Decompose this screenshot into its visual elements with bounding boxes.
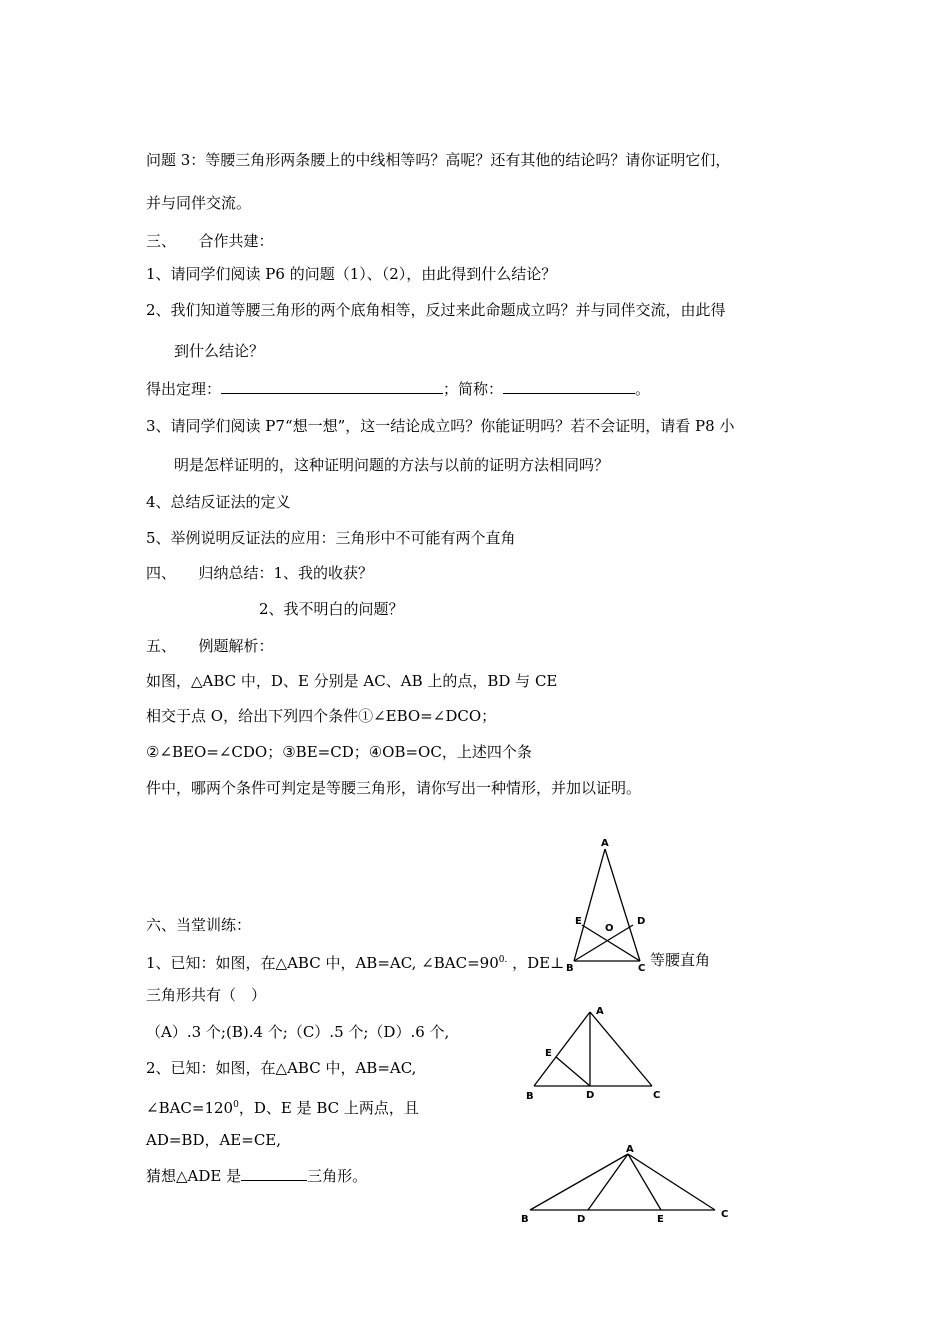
- degree-superscript: 0.: [498, 955, 508, 965]
- label-b: B: [526, 1091, 534, 1102]
- example-line-1: 如图，△ABC 中，D、E 分别是 AC、AB 上的点，BD 与 CE: [146, 672, 558, 690]
- section-6-heading: 六、当堂训练：: [146, 916, 252, 934]
- figure-triangle-abc-o: [560, 835, 670, 975]
- label-d: D: [577, 1214, 586, 1225]
- example-line-4: 件中，哪两个条件可判定是等腰三角形，请你写出一种情形，并加以证明。: [146, 779, 642, 797]
- training-2-line-4: [146, 1166, 367, 1186]
- segment-ad: [588, 1154, 628, 1210]
- side-ab: [534, 1012, 590, 1086]
- training-1-line-2: 三角形共有（ ）: [146, 986, 267, 1004]
- item-3-line-2: 明是怎样证明的，这种证明问题的方法与以前的证明方法相同吗？: [174, 456, 610, 474]
- training-1-tail: 等腰直角: [650, 951, 711, 969]
- label-d: D: [637, 916, 646, 927]
- degree-superscript-2: 0: [233, 1100, 239, 1110]
- item-2-line-2: 到什么结论？: [174, 342, 265, 360]
- item-1: 1、请同学们阅读 P6 的问题（1）、（2），由此得到什么结论？: [146, 265, 557, 283]
- label-c: C: [638, 963, 646, 974]
- item-5: 5、举例说明反证法的应用：三角形中不可能有两个直角: [146, 529, 516, 547]
- label-b: B: [521, 1214, 529, 1225]
- theorem-end: 。: [635, 380, 651, 398]
- label-e: E: [657, 1214, 664, 1225]
- training-1-text: 1、已知：如图，在△ABC 中，AB=AC, ∠BAC=90: [146, 954, 499, 972]
- training-2-line-2: [146, 1095, 419, 1118]
- theorem-blank[interactable]: [221, 379, 443, 394]
- section-3-heading: 三、 合作共建：: [146, 232, 274, 250]
- theorem-abbrev-label: ；简称：: [443, 380, 504, 398]
- training-1-text-b: ，DE⊥: [507, 954, 565, 972]
- label-e: E: [545, 1048, 552, 1059]
- label-e: E: [575, 916, 582, 927]
- figure-obtuse-isosceles: [515, 1140, 745, 1230]
- item-3-line-1: 3、请同学们阅读 P7“想一想”，这一结论成立吗？你能证明吗？若不会证明，请看 P8 小: [146, 417, 735, 435]
- label-d: D: [586, 1090, 595, 1101]
- training-2-line-1: 2、已知：如图，在△ABC 中，AB=AC,: [146, 1059, 417, 1077]
- question-3-line-2: 并与同伴交流。: [146, 194, 252, 212]
- training-1-line-1: [146, 950, 564, 973]
- training-1-options: （A）.3 个;(B).4 个;（C）.5 个;（D）.6 个,: [146, 1023, 450, 1041]
- example-line-2: 相交于点 O，给出下列四个条件①∠EBO=∠DCO；: [146, 707, 497, 725]
- label-b: B: [566, 963, 574, 974]
- training-2-line-3: AD=BD，AE=CE,: [146, 1131, 282, 1149]
- points-text: ，D、E 是 BC 上两点，且: [238, 1099, 419, 1117]
- label-c: C: [721, 1209, 729, 1220]
- segment-de: [556, 1057, 590, 1086]
- item-2-line-1: 2、我们知道等腰三角形的两个底角相等，反过来此命题成立吗？并与同伴交流，由此得: [146, 301, 726, 319]
- side-ac: [605, 849, 640, 961]
- side-ac: [590, 1012, 652, 1086]
- label-a: A: [601, 838, 609, 849]
- example-line-3: ②∠BEO=∠CDO；③BE=CD；④OB=OC，上述四个条: [146, 743, 532, 761]
- theorem-prefix: 得出定理：: [146, 380, 222, 398]
- theorem-line: [146, 379, 650, 399]
- item-4: 4、总结反证法的定义: [146, 493, 291, 511]
- abbrev-blank[interactable]: [503, 379, 635, 394]
- section-4-item-2: 2、我不明白的问题？: [259, 600, 404, 618]
- answer-blank[interactable]: [241, 1166, 307, 1181]
- label-a: A: [626, 1144, 634, 1155]
- triangle-text: 三角形。: [307, 1167, 368, 1185]
- question-3-line-1: 问题 3：等腰三角形两条腰上的中线相等吗？高呢？还有其他的结论吗？请你证明它们，: [146, 151, 731, 169]
- side-ab: [530, 1154, 628, 1210]
- figure-right-isosceles: [520, 1000, 670, 1105]
- side-ac: [628, 1154, 715, 1210]
- angle-text: ∠BAC=120: [146, 1099, 234, 1117]
- label-o: O: [605, 923, 614, 934]
- section-5-heading: 五、 例题解析：: [146, 637, 274, 655]
- guess-text: 猜想△ADE 是: [146, 1167, 242, 1185]
- section-4-heading: 四、 归纳总结：1、我的收获？: [146, 564, 374, 582]
- label-c: C: [653, 1090, 661, 1101]
- segment-ae: [628, 1154, 661, 1210]
- label-a: A: [596, 1006, 604, 1017]
